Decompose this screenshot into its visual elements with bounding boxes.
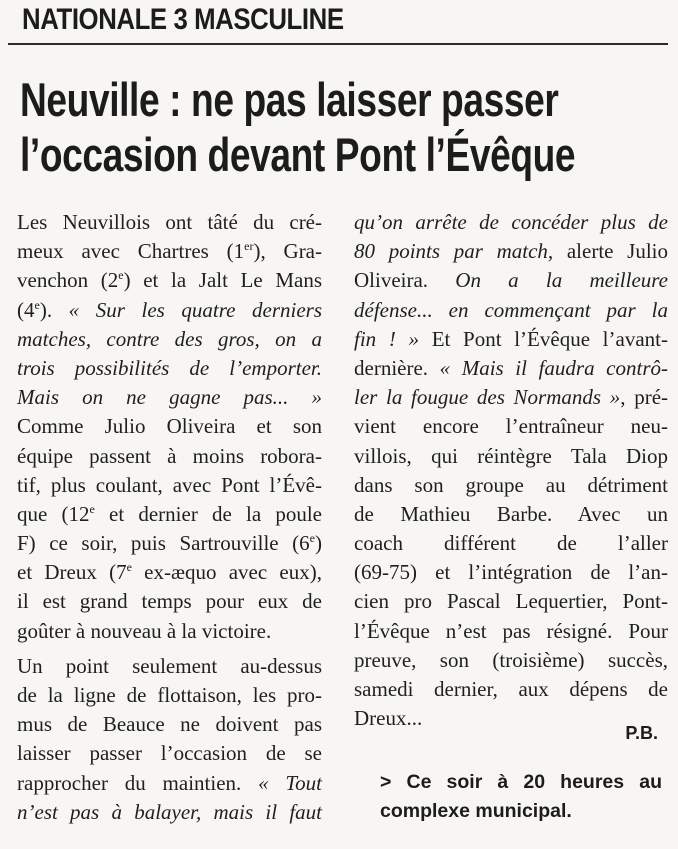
body-line: preuve, son (troisième) succès,	[354, 647, 668, 672]
body-line: et Dreux (7e ex-æquo avec eux),	[17, 560, 322, 585]
body-line: l’Évêque n’est pas résigné. Pour	[354, 618, 668, 643]
section-rubric: NATIONALE 3 MASCULINE	[22, 3, 344, 36]
author-signature: P.B.	[625, 723, 658, 743]
body-line: Oliveira. On a la meilleure	[354, 268, 668, 293]
quote-line: Mais on ne gagne pas... »	[17, 385, 322, 410]
quote-line: n’est pas à balayer, mais il faut	[17, 799, 322, 824]
body-line: de Mathieu Barbe. Avec un	[354, 501, 668, 526]
body-line: (4e). « Sur les quatre derniers	[17, 297, 322, 322]
quote: 80 points par match,	[354, 239, 554, 264]
body-line: 80 points par match, alerte Julio	[354, 239, 668, 264]
body-line: goûter à nouveau à la victoire.	[17, 618, 272, 643]
headline-line-1: Neuville : ne pas laisser passer	[20, 73, 559, 126]
body-line: il est grand temps pour eux de	[17, 589, 322, 614]
quote-line: qu’on arrête de concéder plus de	[354, 210, 668, 234]
headline	[20, 72, 620, 182]
body-line: meux avec Chartres (1er), Gra-	[17, 239, 322, 264]
event-info-line-1: > Ce soir à 20 heures au	[380, 771, 662, 793]
quote: ler la fougue des Normands »	[354, 385, 621, 410]
body-line: villois, qui réintègre Tala Diop	[354, 443, 668, 468]
quote: « Sur les quatre derniers	[68, 297, 322, 322]
body-line: que (12e et dernier de la poule	[17, 501, 322, 526]
quote-line: trois possibilités de l’emporter.	[17, 355, 322, 380]
quote: fin ! »	[354, 326, 420, 351]
body-line: Les Neuvillois ont tâté du cré-	[17, 210, 322, 234]
event-info-line-2: complexe municipal.	[380, 800, 572, 822]
body-line: Dreux...	[354, 706, 423, 731]
body-line: fin ! » Et Pont l’Évêque l’avant-	[354, 326, 668, 351]
body-line: (69-75) et l’intégration de l’an-	[354, 560, 668, 585]
headline-line-2: l’occasion devant Pont l’Évêque	[20, 128, 576, 181]
body-line: Comme Julio Oliveira et son	[17, 414, 322, 439]
body-line: mus de Beauce ne doivent pas	[17, 712, 322, 737]
body-line: vient encore l’entraîneur neu-	[354, 414, 668, 439]
body-line: laisser passer l’occasion de se	[17, 741, 322, 766]
quote: On a la meilleure	[455, 268, 668, 293]
rubric-divider	[8, 43, 668, 45]
body-line: ler la fougue des Normands », pré-	[354, 385, 669, 410]
body-line: dernière. « Mais il faudra contrô-	[354, 355, 668, 380]
quote-line: défense... en commençant par la	[354, 297, 668, 322]
article-column-left	[17, 208, 322, 827]
body-line: F) ce soir, puis Sartrouville (6e)	[17, 531, 322, 556]
body-line: samedi dernier, aux dépens de	[354, 677, 668, 701]
quote: « Tout	[258, 770, 323, 795]
quote-line: matches, contre des gros, on a	[17, 326, 322, 351]
body-line: venchon (2e) et la Jalt Le Mans	[17, 268, 322, 293]
body-line: cien pro Pascal Lequertier, Pont-	[354, 589, 668, 614]
body-line: coach différent de l’aller	[354, 531, 668, 556]
body-line: Un point seulement au-dessus	[17, 653, 322, 678]
quote: « Mais il faudra contrô-	[439, 355, 668, 380]
event-info-box	[380, 768, 662, 826]
body-line: équipe passent à moins robora-	[17, 443, 322, 468]
body-line: dans son groupe au détriment	[354, 472, 668, 497]
body-line: rapprocher du maintien. « Tout	[17, 770, 323, 795]
body-line: tif, plus coulant, avec Pont l’Évê-	[17, 472, 322, 497]
body-line: de la ligne de flottaison, les pro-	[17, 683, 322, 707]
article-column-right	[354, 208, 668, 733]
